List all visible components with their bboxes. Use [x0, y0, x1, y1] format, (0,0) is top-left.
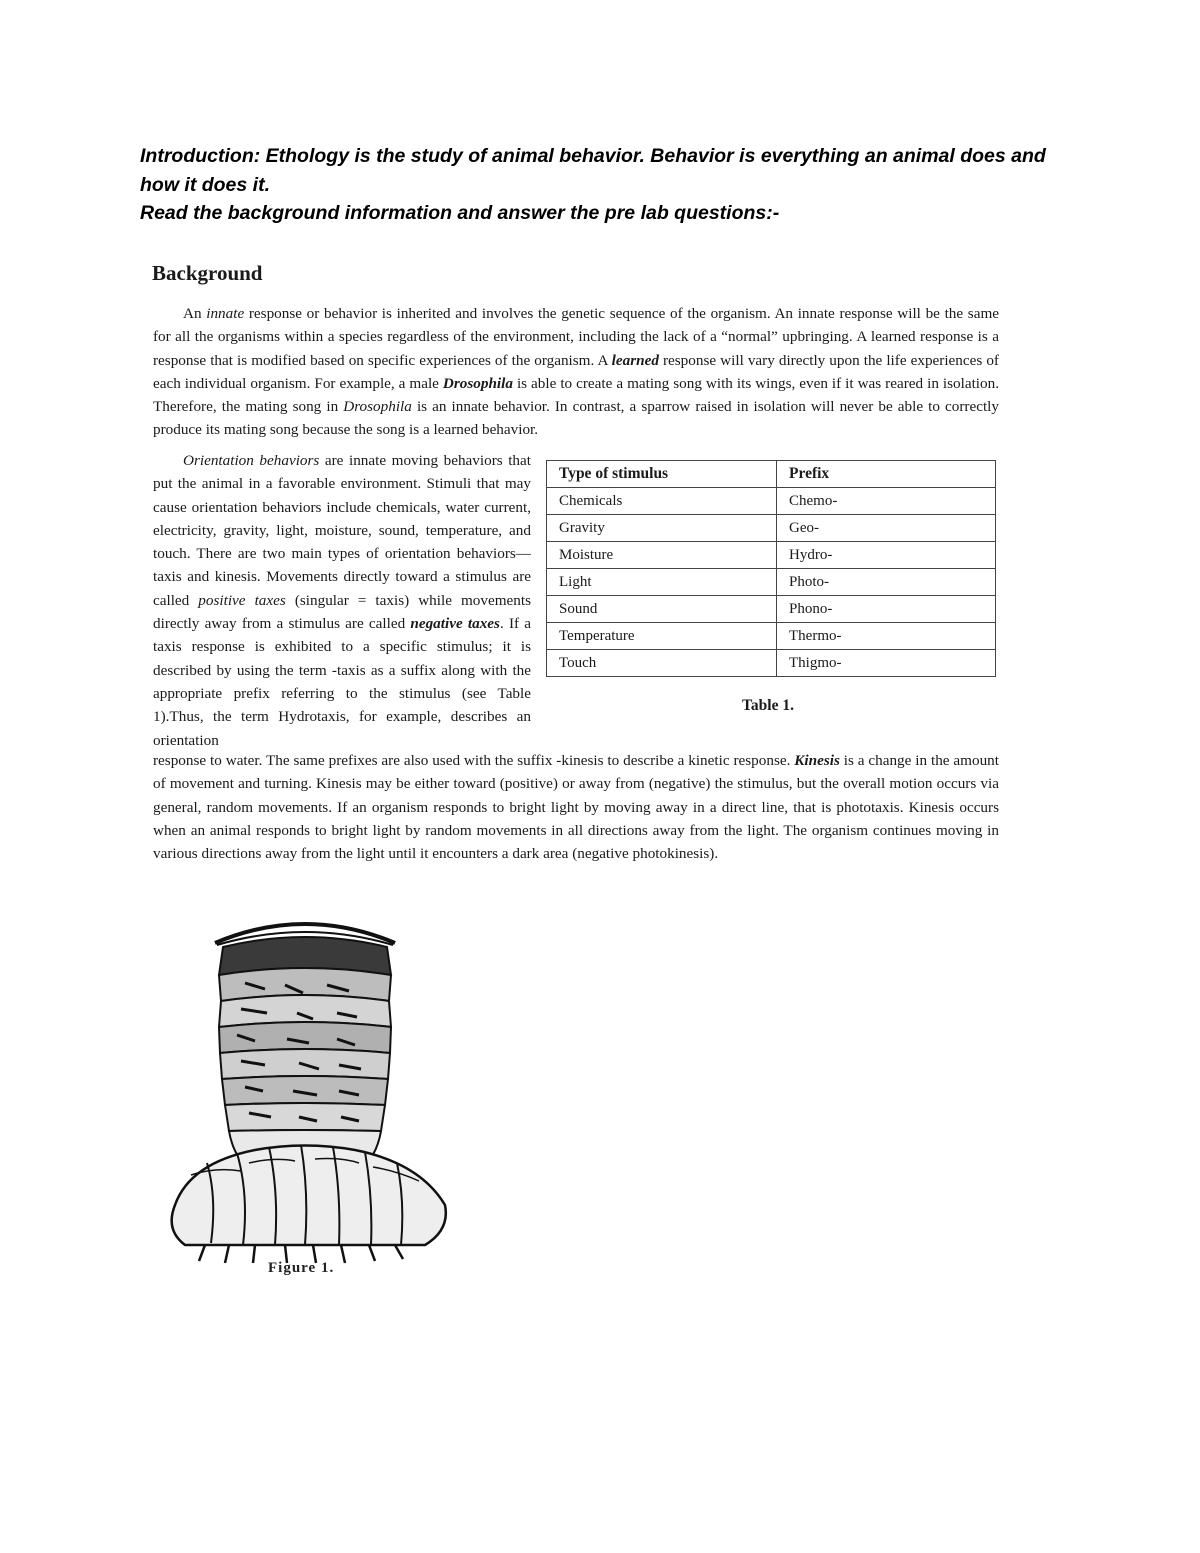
table-cell-stimulus: Moisture: [547, 542, 777, 569]
intro-text: Introduction: Ethology is the study of animal behavior. Behavior is everything an animal does and how it does it.: [140, 145, 1046, 196]
isopod-side-view: [172, 1145, 446, 1263]
isopod-illustration: [145, 905, 465, 1300]
text-run: Drosophila: [442, 374, 513, 392]
table-header-prefix: Prefix: [777, 461, 996, 488]
table-cell-prefix: Phono-: [777, 596, 996, 623]
table-cell-stimulus: Gravity: [547, 515, 777, 542]
text-run: . If a taxis response is exhibited to a specific stimulus; it is described by using the term -taxis as a suffix along with the appropriate prefix referring to the stimulus (see Table 1).Thus, the term Hydrotaxis, for example, describes an orientation: [153, 615, 532, 749]
text-run: Orientation behaviors: [183, 452, 320, 469]
table-row: [547, 569, 996, 596]
table-cell-stimulus: Sound: [547, 596, 777, 623]
background-heading: Background: [152, 261, 263, 285]
table-row: [547, 542, 996, 569]
table-row: [547, 596, 996, 623]
table-cell-prefix: Thigmo-: [777, 650, 996, 677]
table-cell-stimulus: Light: [547, 569, 777, 596]
table-row: [547, 623, 996, 650]
table-cell-prefix: Thermo-: [777, 623, 996, 650]
table-caption: Table 1.: [742, 697, 794, 714]
text-run: response or behavior is inherited and involves the genetic sequence of the organism. An innate response will be the same for all the organisms within a species regardless of the environment, including the lack of a “normal” upbringing. A learned response is a response that is modified based on specific experiences of the organism. A: [153, 305, 1000, 369]
text-run: are innate moving behaviors that put the animal in a favorable environment. Stimuli that may cause orientation behaviors include chemicals, water current, electricity, gravity, light, moisture, sound, temperature, and touch. There are two main types of orientation behaviors—taxis and kinesis. Movements directly toward a stimulus are called: [153, 452, 531, 609]
text-run: is an innate behavior. In contrast, a sparrow raised in isolation will never be able to correctly produce its mating song because the song is a learned behavior.: [153, 398, 999, 439]
table-cell-prefix: Chemo-: [777, 488, 996, 515]
table-row: [547, 488, 996, 515]
text-run: negative taxes: [410, 615, 500, 633]
text-run: response to water. The same prefixes are also used with the suffix -kinesis to describe a kinetic response.: [153, 752, 795, 769]
table-cell-stimulus: Chemicals: [547, 488, 777, 515]
text-run: An: [183, 305, 207, 322]
table-cell-stimulus: Touch: [547, 650, 777, 677]
stimulus-prefix-table: [546, 460, 996, 677]
table-cell-prefix: Hydro-: [777, 542, 996, 569]
text-run: Kinesis: [794, 752, 840, 769]
text-run: is able to create a mating song with its wings, even if it was reared in isolation. Therefore, the mating song in: [153, 374, 999, 416]
intro-instruction: Read the background information and answer the pre lab questions:-: [140, 202, 780, 224]
figure-caption: Figure 1.: [268, 1260, 335, 1276]
text-run: is a change in the amount of movement and turning. Kinesis may be either toward (positive) or away from (negative) the stimulus, but the overall motion occurs via general, random movements. If an organism responds to bright light by moving away in a direct line, that is phototaxis. Kinesis occurs when an animal responds to bright light by random movements in all directions away from the light. The organism continues moving in various directions away from the light until it encounters a dark area (negative photokinesis).: [153, 752, 999, 863]
table-cell-prefix: Photo-: [777, 569, 996, 596]
introduction: [140, 142, 1070, 228]
text-run: Drosophila: [343, 398, 412, 416]
table-header-row: [547, 461, 996, 488]
table-row: [547, 515, 996, 542]
table-cell-stimulus: Temperature: [547, 623, 777, 650]
text-run: (singular = taxis) while movements directly away from a stimulus are called: [153, 591, 531, 633]
background-paragraph-1: [153, 302, 999, 442]
table-cell-prefix: Geo-: [777, 515, 996, 542]
table-row: [547, 650, 996, 677]
table-header-stimulus: Type of stimulus: [547, 461, 777, 488]
text-run: innate: [206, 305, 245, 322]
text-run: positive taxes: [198, 591, 286, 609]
background-paragraph-2: [153, 449, 531, 752]
text-run: learned: [611, 351, 659, 369]
background-paragraph-3: [153, 749, 999, 865]
text-run: response will vary directly upon the life experiences of each individual organism. For example, a male: [153, 351, 999, 392]
